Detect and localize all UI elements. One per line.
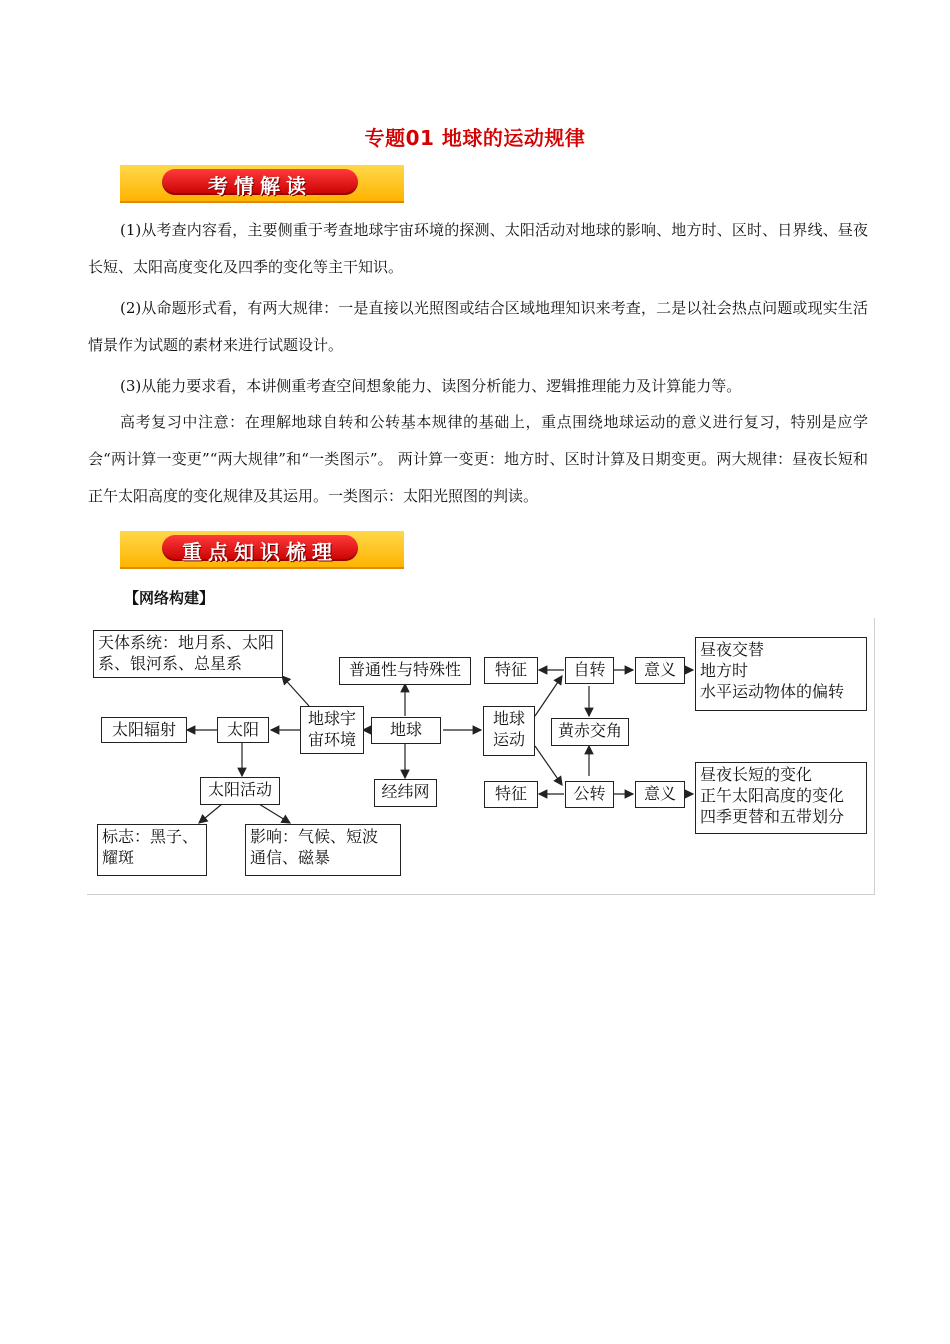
box-universality: 普通性与特殊性 [339,657,471,685]
paragraph-1: (1)从考查内容看，主要侧重于考查地球宇宙环境的探测、太阳活动对地球的影响、地方时、区时、日界线、昼夜长短、太阳高度变化及四季的变化等主干知识。 [88,221,868,276]
box-revolution-feature: 特征 [484,781,538,808]
box-rotation-feature: 特征 [484,657,538,684]
box-line: 四季更替和五带划分 [700,807,845,826]
box-graticule: 经纬网 [374,779,437,807]
box-line: 地球 [492,709,525,728]
box-solar-radiation: 太阳辐射 [101,717,187,743]
box-celestial-system [93,630,283,678]
paragraph-4: 高考复习中注意：在理解地球自转和公转基本规律的基础上，重点围绕地球运动的意义进行复习，特别是应学会“两计算一变更”“两大规律”和“一类图示”。 两计算一变更：地方时、区时计算及日期变更。两大规律：昼夜长短和正午太阳高度的变化规律及其运用。一类图示：太阳光照图的判读。 [88,413,868,505]
banner-label: 重点知识梳理 [182,540,338,564]
concept-map [87,618,875,895]
box-signs [97,824,207,876]
banner-pill [162,535,358,564]
box-line: 地方时 [700,661,749,680]
banner-pill [162,169,358,198]
box-line: 昼夜交替 [700,640,765,659]
box-solar-activity: 太阳活动 [200,777,280,805]
page-title: 专题01 地球的运动规律 [364,126,586,150]
box-earth-motion [483,706,535,756]
paragraph-3: (3)从能力要求看，本讲侧重考查空间想象能力、读图分析能力、逻辑推理能力及计算能力等。 [120,377,742,395]
box-earth: 地球 [371,717,441,744]
box-line: 地球宇 [307,709,356,728]
box-rotation-effects [695,637,867,711]
box-rotation-meaning: 意义 [635,657,685,684]
box-revolution-effects [695,762,867,834]
banner-key-points [120,531,404,569]
box-line: 标志：黑子、 [102,827,199,846]
box-line: 水平运动物体的偏转 [700,682,845,701]
banner-exam-reading [120,165,404,203]
box-line: 耀斑 [102,848,135,867]
box-line: 通信、磁暴 [250,848,331,867]
box-sun: 太阳 [217,717,269,743]
network-heading: 【网络构建】 [124,589,215,607]
box-line: 正午太阳高度的变化 [700,786,845,805]
box-line: 系、银河系、总星系 [98,654,243,673]
box-cosmic-environment [300,706,364,754]
box-line: 天体系统：地月系、太阳 [98,633,275,652]
box-impacts [245,824,401,876]
box-line: 宙环境 [307,730,356,749]
box-obliquity: 黄赤交角 [551,718,629,746]
paragraph-2: (2)从命题形式看，有两大规律：一是直接以光照图或结合区域地理知识来考查，二是以社会热点问题或现实生活情景作为试题的素材来进行试题设计。 [88,299,868,354]
box-line: 运动 [492,730,525,749]
box-line: 影响：气候、短波 [250,827,379,846]
box-line: 昼夜长短的变化 [700,765,813,784]
banner-label: 考情解读 [208,174,312,198]
box-rotation: 自转 [565,657,614,684]
box-revolution: 公转 [565,781,614,808]
box-revolution-meaning: 意义 [635,781,685,808]
